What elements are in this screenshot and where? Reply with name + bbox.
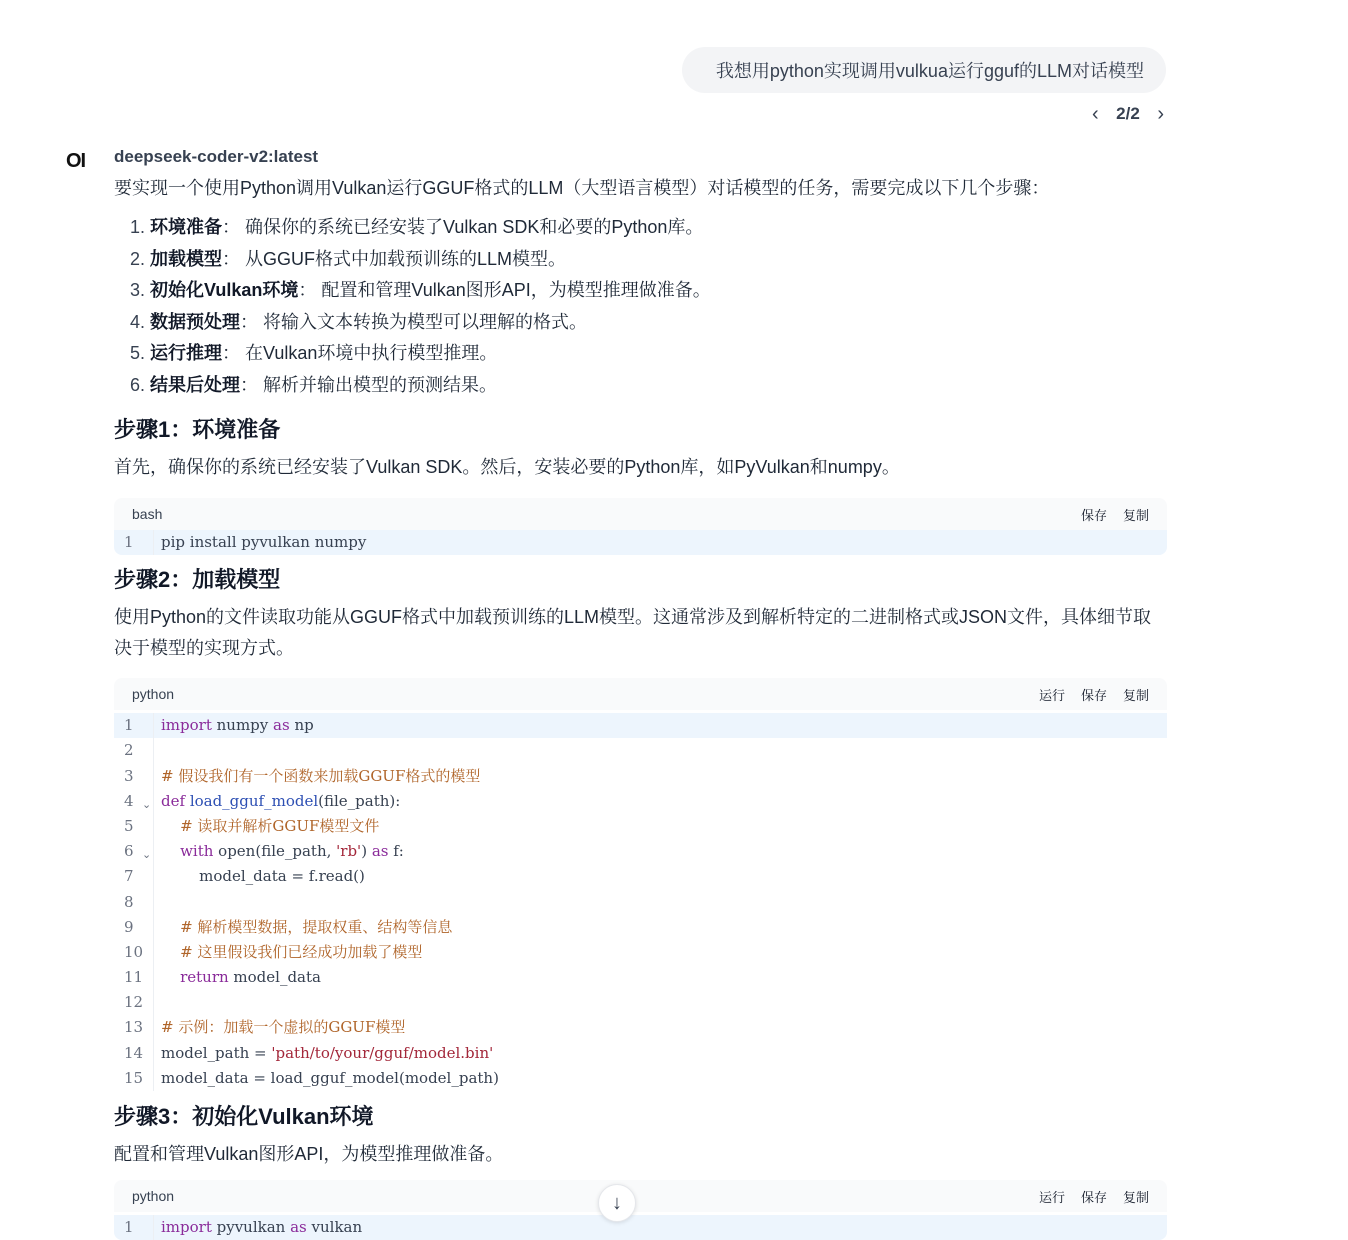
copy-button[interactable]: 复制 — [1122, 507, 1149, 523]
code-language: python — [132, 686, 175, 703]
list-item — [150, 244, 1168, 276]
line-number: 2 — [114, 738, 154, 763]
step-desc: 在Vulkan环境中执行模型推理。 — [245, 343, 498, 363]
code-line — [114, 764, 1167, 789]
code-text: import numpy as np — [161, 716, 314, 735]
code-block-python — [114, 678, 1167, 1091]
user-message-text: 我想用python实现调用vulkua运行gguf的LLM对话模型 — [715, 61, 1144, 81]
code-text: model_path = 'path/to/your/gguf/model.bin' — [161, 1043, 494, 1062]
code-line — [114, 965, 1167, 990]
model-name: deepseek-coder-v2:latest — [114, 147, 319, 166]
line-number: 5 — [114, 814, 154, 839]
intro-text: 要实现一个使用Python调用Vulkan运行GGUF格式的LLM（大型语言模型）对话模型的任务，需要完成以下几个步骤： — [114, 178, 1050, 198]
code-actions — [1039, 1187, 1149, 1206]
code-language: python — [132, 1188, 175, 1204]
code-text: model_data = load_gguf_model(model_path) — [161, 1068, 499, 1087]
code-text — [154, 738, 161, 763]
step-desc: 从GGUF格式中加载预训练的LLM模型。 — [245, 248, 567, 269]
list-item — [150, 212, 1168, 244]
chevron-right-icon[interactable]: › — [1157, 103, 1164, 125]
code-line — [114, 940, 1167, 965]
section-heading: 步骤1：环境准备 — [114, 417, 281, 442]
code-block-python — [114, 1180, 1167, 1240]
code-text: # 解析模型数据，提取权重、结构等信息 — [161, 917, 453, 936]
code-text: model_data = f.read() — [161, 867, 365, 886]
line-number: 9 — [114, 915, 154, 940]
line-number: 4 ⌄ — [114, 789, 154, 814]
code-text: import pyvulkan as vulkan — [161, 1218, 363, 1236]
step-title: 环境准备 — [150, 217, 222, 237]
step-separator: ： — [240, 374, 258, 395]
chevron-left-icon[interactable]: ‹ — [1092, 103, 1099, 125]
step-title: 加载模型 — [150, 248, 222, 269]
save-button[interactable]: 保存 — [1080, 687, 1107, 703]
scroll-to-bottom-button[interactable] — [598, 1184, 636, 1222]
step-desc: 将输入文本转换为模型可以理解的格式。 — [263, 311, 588, 332]
section-heading: 步骤3：初始化Vulkan环境 — [114, 1104, 374, 1129]
code-text: def load_gguf_model(file_path): — [161, 791, 401, 810]
assistant-message — [114, 173, 1168, 1240]
section-text: 配置和管理Vulkan图形API，为模型推理做准备。 — [114, 1144, 504, 1164]
code-line — [114, 990, 1167, 1015]
section-text: 使用Python的文件读取功能从GGUF格式中加载预训练的LLM模型。这通常涉及到解析特定的二进制格式或JSON文件，具体细节取决于模型的实现方式。 — [114, 607, 1152, 659]
step-desc: 配置和管理Vulkan图形API，为模型推理做准备。 — [321, 280, 711, 300]
code-line — [114, 738, 1167, 763]
arrow-down-icon: ↓ — [612, 1191, 622, 1214]
code-block-bash — [114, 498, 1167, 555]
line-number: 12 — [114, 990, 154, 1015]
code-header — [114, 678, 1167, 710]
code-header — [114, 1180, 1167, 1212]
code-line — [114, 789, 1167, 814]
section-heading: 步骤2：加载模型 — [114, 567, 281, 593]
code-text — [154, 990, 161, 1015]
code-language: bash — [132, 506, 163, 522]
step-separator: ： — [222, 343, 240, 363]
code-line — [114, 915, 1167, 940]
step-title: 数据预处理 — [150, 311, 240, 332]
run-button[interactable]: 运行 — [1038, 1189, 1065, 1205]
response-pager — [1092, 102, 1164, 126]
list-item — [150, 338, 1168, 370]
line-number: 11 — [114, 965, 154, 990]
code-text: with open(file_path, 'rb') as f: — [180, 842, 404, 861]
save-button[interactable]: 保存 — [1080, 507, 1107, 523]
code-line — [114, 839, 1167, 864]
step-desc: 解析并输出模型的预测结果。 — [263, 374, 498, 395]
save-button[interactable]: 保存 — [1080, 1189, 1107, 1205]
code-header — [114, 498, 1167, 530]
step-separator: ： — [222, 217, 240, 237]
line-number: 1 — [114, 713, 154, 738]
model-logo-icon: OI — [66, 150, 86, 172]
code-text — [154, 890, 161, 915]
step-separator: ： — [240, 311, 258, 332]
step-separator: ： — [298, 280, 317, 300]
code-line — [114, 713, 1167, 738]
code-line — [114, 530, 1167, 555]
line-number: 8 — [114, 890, 154, 915]
code-line — [114, 890, 1167, 915]
pager-label: 2/2 — [1116, 104, 1140, 123]
run-button[interactable]: 运行 — [1038, 687, 1065, 703]
code-editor[interactable] — [114, 530, 1167, 555]
code-line — [114, 1041, 1167, 1066]
copy-button[interactable]: 复制 — [1122, 687, 1149, 703]
list-item — [150, 275, 1168, 307]
fold-chevron-icon[interactable]: ⌄ — [142, 848, 152, 862]
line-number: 1 — [114, 1215, 154, 1240]
code-editor[interactable] — [114, 710, 1167, 1091]
line-number: 6 ⌄ — [114, 839, 154, 864]
step-desc: 确保你的系统已经安装了Vulkan SDK和必要的Python库。 — [245, 217, 704, 237]
section-text: 首先，确保你的系统已经安装了Vulkan SDK。然后，安装必要的Python库，如PyVulkan和numpy。 — [114, 457, 900, 477]
line-number: 15 — [114, 1066, 154, 1091]
code-actions — [1039, 685, 1149, 704]
step-title: 结果后处理 — [150, 374, 240, 395]
step-title: 初始化Vulkan环境 — [150, 280, 299, 300]
code-editor[interactable] — [114, 1212, 1167, 1240]
line-number: 10 — [114, 940, 154, 965]
steps-list — [114, 212, 1168, 401]
code-line — [114, 1215, 1167, 1240]
code-line — [114, 814, 1167, 839]
code-line — [114, 864, 1167, 889]
code-line — [114, 1066, 1167, 1091]
list-item — [150, 370, 1168, 402]
code-text: # 假设我们有一个函数来加载GGUF格式的模型 — [161, 766, 481, 785]
code-text: # 读取并解析GGUF模型文件 — [161, 816, 380, 835]
line-number: 13 — [114, 1015, 154, 1040]
code-line — [114, 1015, 1167, 1040]
step-title: 运行推理 — [150, 343, 222, 363]
line-number: 3 — [114, 764, 154, 789]
list-item — [150, 307, 1168, 339]
line-number: 1 — [114, 530, 154, 555]
fold-chevron-icon[interactable]: ⌄ — [142, 797, 152, 811]
user-message-bubble — [682, 47, 1166, 93]
copy-button[interactable]: 复制 — [1122, 1189, 1149, 1205]
code-actions — [1081, 505, 1149, 524]
line-number: 14 — [114, 1041, 154, 1066]
line-number: 7 — [114, 864, 154, 889]
code-text: # 示例：加载一个虚拟的GGUF模型 — [161, 1018, 406, 1037]
code-text: # 这里假设我们已经成功加载了模型 — [161, 942, 423, 961]
code-text: return model_data — [180, 968, 321, 987]
step-separator: ： — [222, 248, 240, 269]
code-text: pip install pyvulkan numpy — [161, 533, 367, 551]
